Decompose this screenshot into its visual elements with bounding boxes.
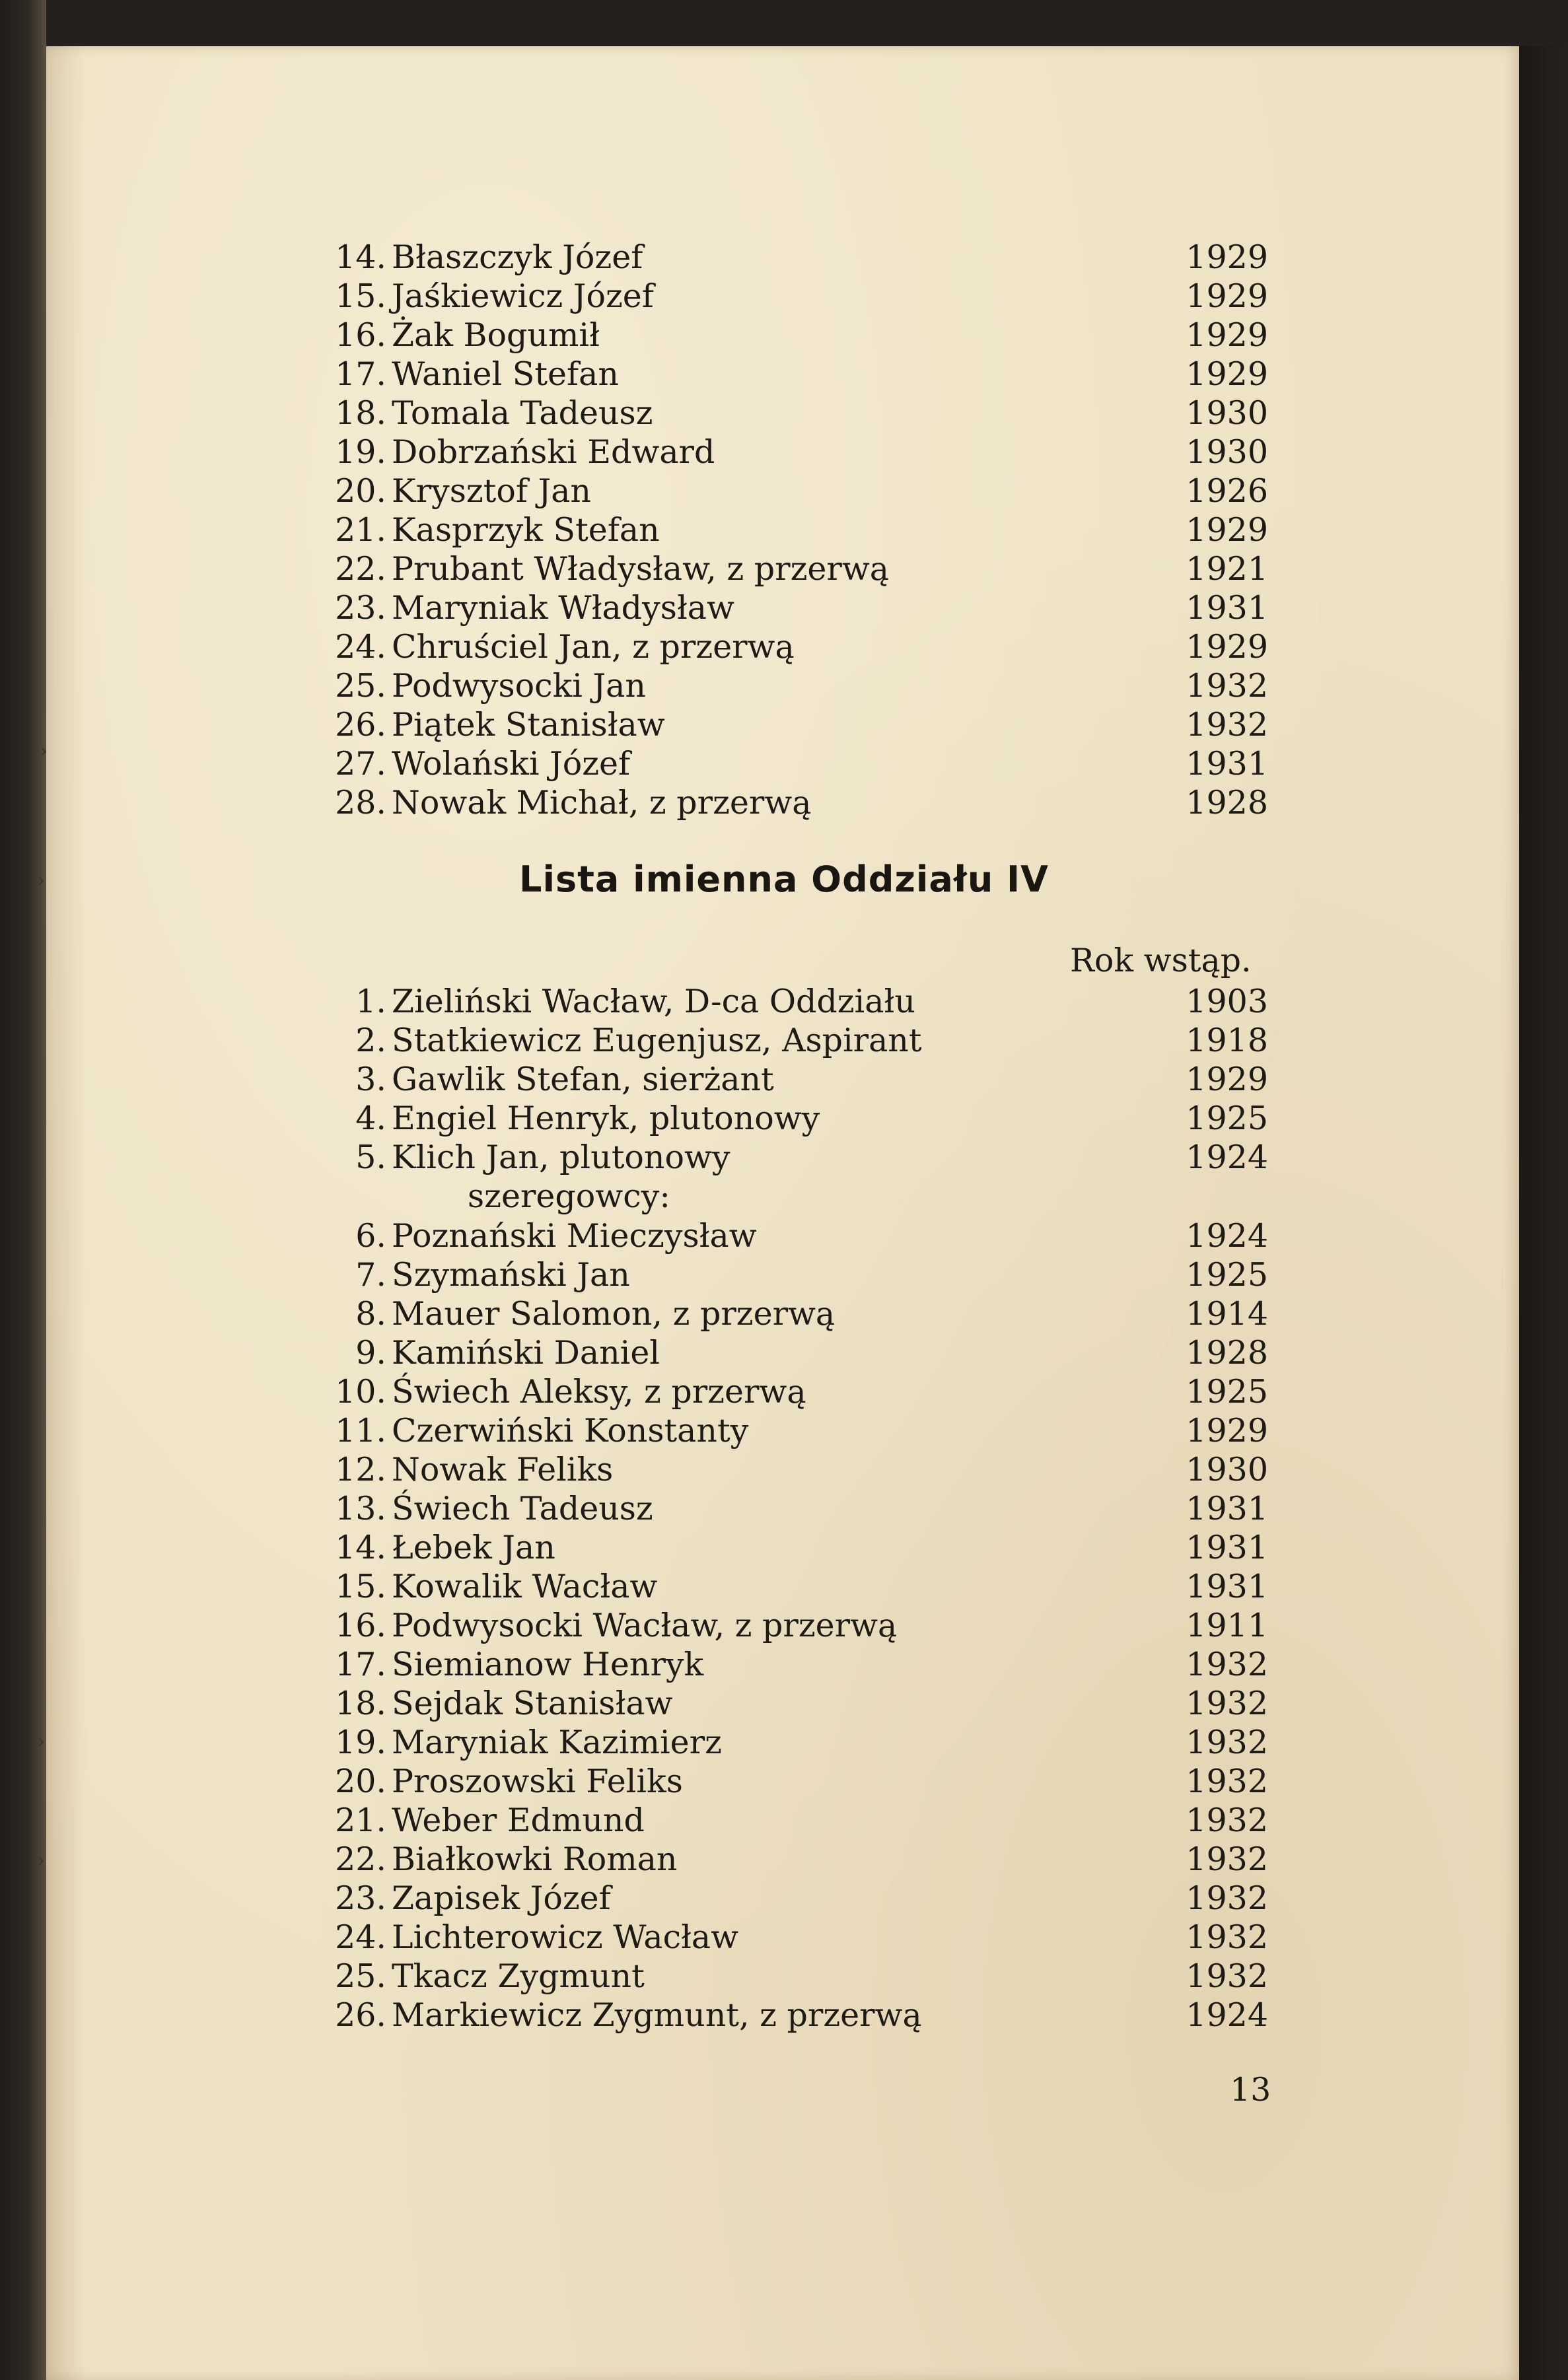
join-year: 1932 xyxy=(1186,1724,1268,1761)
join-year: 1931 xyxy=(1186,1490,1268,1527)
list-row xyxy=(261,1723,1268,1762)
list-row xyxy=(261,1606,1268,1645)
list-row xyxy=(261,1801,1268,1840)
row-number: 10. xyxy=(335,1373,386,1411)
margin-mark: › xyxy=(37,1849,45,1872)
row-number: 17. xyxy=(335,1646,386,1683)
member-name: Łebek Jan xyxy=(392,1529,555,1566)
member-name: Świech Aleksy, z przerwą xyxy=(392,1373,806,1411)
join-year: 1926 xyxy=(1186,472,1268,510)
list-row xyxy=(261,277,1268,316)
join-year: 1914 xyxy=(1186,1295,1268,1333)
row-number: 2. xyxy=(355,1022,386,1059)
join-year: 1929 xyxy=(1186,628,1268,666)
list-row xyxy=(261,1918,1268,1957)
list-row xyxy=(261,1294,1268,1333)
join-year: 1924 xyxy=(1186,1996,1268,2034)
member-name: Podwysocki Wacław, z przerwą xyxy=(392,1607,898,1644)
list-row xyxy=(261,1216,1268,1255)
row-number: 14. xyxy=(335,238,386,276)
row-number: 8. xyxy=(355,1295,386,1333)
join-year: 1932 xyxy=(1186,1646,1268,1683)
list-row xyxy=(261,1840,1268,1879)
row-number: 3. xyxy=(355,1061,386,1098)
row-number: 19. xyxy=(335,433,386,471)
list-row xyxy=(261,1879,1268,1918)
join-year: 1924 xyxy=(1186,1138,1268,1176)
book-spine xyxy=(0,0,46,2380)
member-name: Dobrzański Edward xyxy=(392,433,715,471)
member-name: Wolański Józef xyxy=(392,745,631,783)
join-year: 1932 xyxy=(1186,1802,1268,1839)
row-number: 20. xyxy=(335,1763,386,1800)
member-name: Mauer Salomon, z przerwą xyxy=(392,1295,836,1333)
row-number: 15. xyxy=(335,277,386,315)
join-year: 1930 xyxy=(1186,394,1268,432)
member-name: Tomala Tadeusz xyxy=(392,394,653,432)
list-row xyxy=(261,627,1268,666)
join-year: 1929 xyxy=(1186,355,1268,393)
join-year: 1932 xyxy=(1186,1918,1268,1956)
join-year: 1929 xyxy=(1186,316,1268,354)
row-number: 14. xyxy=(335,1529,386,1566)
list-row xyxy=(261,549,1268,588)
join-year: 1928 xyxy=(1186,784,1268,822)
row-number: 25. xyxy=(335,1957,386,1995)
member-name: Siemianow Henryk xyxy=(392,1646,704,1683)
row-number: 1. xyxy=(355,983,386,1020)
list-row xyxy=(261,433,1268,472)
list-row xyxy=(261,316,1268,355)
member-name: Świech Tadeusz xyxy=(392,1490,653,1527)
row-number: 23. xyxy=(335,1879,386,1917)
member-name: Maryniak Kazimierz xyxy=(392,1724,722,1761)
join-year: 1929 xyxy=(1186,238,1268,276)
member-name: Tkacz Zygmunt xyxy=(392,1957,645,1995)
member-name: Kasprzyk Stefan xyxy=(392,511,660,549)
row-number: 21. xyxy=(335,511,386,549)
join-year: 1929 xyxy=(1186,277,1268,315)
officer-list xyxy=(261,982,1268,1180)
join-year: 1932 xyxy=(1186,1879,1268,1917)
row-number: 23. xyxy=(335,589,386,627)
row-number: 4. xyxy=(355,1100,386,1137)
row-number: 13. xyxy=(335,1490,386,1527)
join-year: 1925 xyxy=(1186,1100,1268,1137)
member-name: Jaśkiewicz Józef xyxy=(392,277,654,315)
member-name: Proszowski Feliks xyxy=(392,1763,683,1800)
row-number: 16. xyxy=(335,1607,386,1644)
join-year: 1930 xyxy=(1186,1451,1268,1488)
join-year: 1932 xyxy=(1186,1685,1268,1722)
member-name: Nowak Feliks xyxy=(392,1451,614,1488)
row-number: 16. xyxy=(335,316,386,354)
row-number: 12. xyxy=(335,1451,386,1488)
member-name: Nowak Michał, z przerwą xyxy=(392,784,812,822)
list-row xyxy=(261,1684,1268,1723)
list-row xyxy=(261,666,1268,705)
member-name: Statkiewicz Eugenjusz, Aspirant xyxy=(392,1022,922,1059)
member-name: Błaszczyk Józef xyxy=(392,238,643,276)
member-name: Kamiński Daniel xyxy=(392,1334,660,1372)
scan-top-edge xyxy=(46,0,1568,46)
join-year: 1918 xyxy=(1186,1022,1268,1059)
member-name: Markiewicz Zygmunt, z przerwą xyxy=(392,1996,922,2034)
list-row xyxy=(261,744,1268,783)
join-year: 1932 xyxy=(1186,1957,1268,1995)
list-row xyxy=(261,783,1268,822)
member-name: Białkowki Roman xyxy=(392,1840,678,1878)
member-name: Waniel Stefan xyxy=(392,355,619,393)
join-year: 1929 xyxy=(1186,1412,1268,1450)
join-year: 1921 xyxy=(1186,550,1268,588)
row-number: 19. xyxy=(335,1724,386,1761)
list-row xyxy=(261,1099,1268,1138)
member-name: Piątek Stanisław xyxy=(392,706,665,744)
row-number: 28. xyxy=(335,784,386,822)
member-name: Szymański Jan xyxy=(392,1256,630,1294)
privates-subheading: szeregowcy: xyxy=(468,1177,670,1215)
list-row xyxy=(261,1255,1268,1294)
list-row xyxy=(261,510,1268,549)
list-row xyxy=(261,1957,1268,1996)
list-row xyxy=(261,1996,1268,2035)
column-header-year: Rok wstąp. xyxy=(1070,942,1252,979)
member-name: Maryniak Władysław xyxy=(392,589,734,627)
row-number: 25. xyxy=(335,667,386,705)
list-row xyxy=(261,1645,1268,1684)
join-year: 1925 xyxy=(1186,1256,1268,1294)
list-row xyxy=(261,1411,1268,1450)
join-year: 1931 xyxy=(1186,745,1268,783)
row-number: 5. xyxy=(355,1138,386,1176)
member-name: Kowalik Wacław xyxy=(392,1568,658,1605)
join-year: 1924 xyxy=(1186,1217,1268,1255)
list-row xyxy=(261,238,1268,277)
member-list-continued xyxy=(261,238,1268,832)
row-number: 26. xyxy=(335,706,386,744)
join-year: 1929 xyxy=(1186,1061,1268,1098)
join-year: 1930 xyxy=(1186,433,1268,471)
row-number: 6. xyxy=(355,1217,386,1255)
member-name: Lichterowicz Wacław xyxy=(392,1918,739,1956)
member-name: Gawlik Stefan, sierżant xyxy=(392,1061,774,1098)
join-year: 1931 xyxy=(1186,1568,1268,1605)
member-name: Engiel Henryk, plutonowy xyxy=(392,1100,820,1137)
list-row xyxy=(261,472,1268,510)
list-row xyxy=(261,1060,1268,1099)
member-name: Sejdak Stanisław xyxy=(392,1685,673,1722)
section-heading: Lista imienna Oddziału IV xyxy=(519,858,1049,900)
row-number: 18. xyxy=(335,394,386,432)
list-row xyxy=(261,355,1268,394)
list-row xyxy=(261,1762,1268,1801)
member-name: Weber Edmund xyxy=(392,1802,645,1839)
list-row xyxy=(261,1450,1268,1489)
list-row xyxy=(261,588,1268,627)
list-row xyxy=(261,982,1268,1021)
list-row xyxy=(261,1333,1268,1372)
member-name: Zapisek Józef xyxy=(392,1879,611,1917)
join-year: 1931 xyxy=(1186,1529,1268,1566)
member-name: Czerwiński Konstanty xyxy=(392,1412,749,1450)
member-name: Żak Bogumił xyxy=(392,316,600,354)
list-row xyxy=(261,705,1268,744)
row-number: 26. xyxy=(335,1996,386,2034)
member-name: Chruściel Jan, z przerwą xyxy=(392,628,795,666)
list-row xyxy=(261,1528,1268,1567)
margin-mark: › xyxy=(40,740,48,763)
join-year: 1903 xyxy=(1186,983,1268,1020)
row-number: 7. xyxy=(355,1256,386,1294)
join-year: 1911 xyxy=(1186,1607,1268,1644)
row-number: 24. xyxy=(335,628,386,666)
join-year: 1928 xyxy=(1186,1334,1268,1372)
margin-mark: › xyxy=(37,1730,45,1753)
join-year: 1925 xyxy=(1186,1373,1268,1411)
join-year: 1932 xyxy=(1186,1763,1268,1800)
row-number: 17. xyxy=(335,355,386,393)
page-number: 13 xyxy=(1230,2071,1271,2109)
join-year: 1932 xyxy=(1186,1840,1268,1878)
list-row xyxy=(261,1372,1268,1411)
member-name: Poznański Mieczysław xyxy=(392,1217,757,1255)
row-number: 18. xyxy=(335,1685,386,1722)
row-number: 22. xyxy=(335,1840,386,1878)
scan-right-edge xyxy=(1519,46,1568,2380)
privates-list xyxy=(261,1216,1268,2042)
margin-mark: › xyxy=(37,869,45,892)
member-name: Klich Jan, plutonowy xyxy=(392,1138,731,1176)
row-number: 11. xyxy=(335,1412,386,1450)
list-row xyxy=(261,1567,1268,1606)
join-year: 1929 xyxy=(1186,511,1268,549)
member-name: Krysztof Jan xyxy=(392,472,591,510)
row-number: 15. xyxy=(335,1568,386,1605)
list-row xyxy=(261,394,1268,433)
row-number: 22. xyxy=(335,550,386,588)
list-row xyxy=(261,1138,1268,1177)
join-year: 1931 xyxy=(1186,589,1268,627)
list-row xyxy=(261,1021,1268,1060)
member-name: Zieliński Wacław, D-ca Oddziału xyxy=(392,983,915,1020)
join-year: 1932 xyxy=(1186,706,1268,744)
row-number: 27. xyxy=(335,745,386,783)
member-name: Podwysocki Jan xyxy=(392,667,646,705)
row-number: 21. xyxy=(335,1802,386,1839)
join-year: 1932 xyxy=(1186,667,1268,705)
row-number: 9. xyxy=(355,1334,386,1372)
row-number: 20. xyxy=(335,472,386,510)
member-name: Prubant Władysław, z przerwą xyxy=(392,550,889,588)
row-number: 24. xyxy=(335,1918,386,1956)
list-row xyxy=(261,1489,1268,1528)
